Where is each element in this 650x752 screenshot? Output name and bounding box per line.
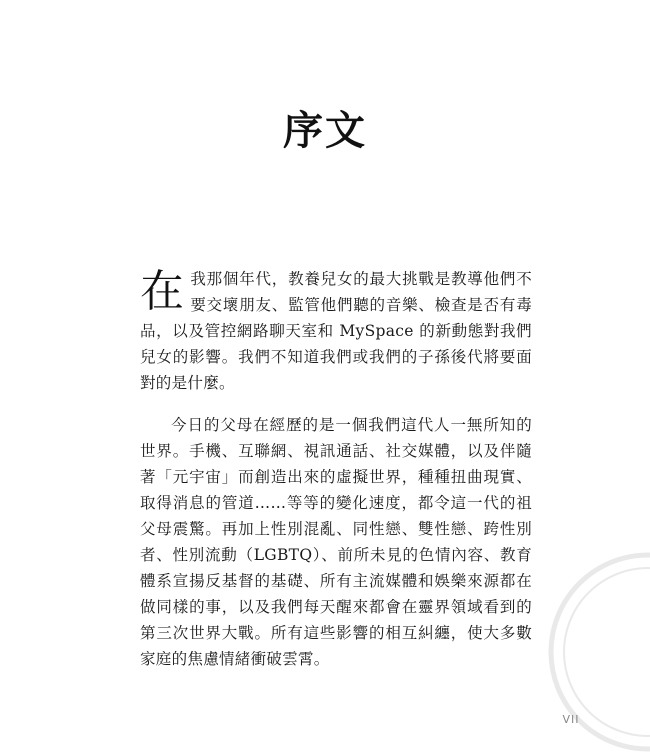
- page-title: 序文: [283, 106, 367, 154]
- body-text: [140, 266, 532, 672]
- paragraph-2: 今日的父母在經歷的是一個我們這代人一無所知的世界。手機、互聯網、視訊通話、社交媒體，以及伴隨著「元宇宙」而創造出來的虛擬世界，種種扭曲現實、取得消息的管道……等等的變化速度，都令這一代的祖父母震驚。再加上性別混亂、同性戀、雙性戀、跨性別者、性別流動（LGBTQ）、前所未見的色情內容、教育體系宣揚反基督的基礎、所有主流媒體和娛樂來源都在做同樣的事，以及我們每天醒來都會在靈界領域看到的第三次世界大戰。所有這些影響的相互糾纏，使大多數家庭的焦慮情緒衝破雲霄。: [140, 416, 532, 668]
- drop-cap: 在: [140, 266, 185, 317]
- page-number: VII: [562, 713, 580, 726]
- paragraph-1: [140, 266, 532, 396]
- paragraph-1-text: 我那個年代，教養兒女的最大挑戰是教導他們不要交壞朋友、監管他們聽的音樂、檢查是否有毒品，以及管控網路聊天室和 MySpace 的新動態對我們兒女的影響。我們不知道我們或我們的子孫後代將要面對的是什麼。: [140, 270, 532, 392]
